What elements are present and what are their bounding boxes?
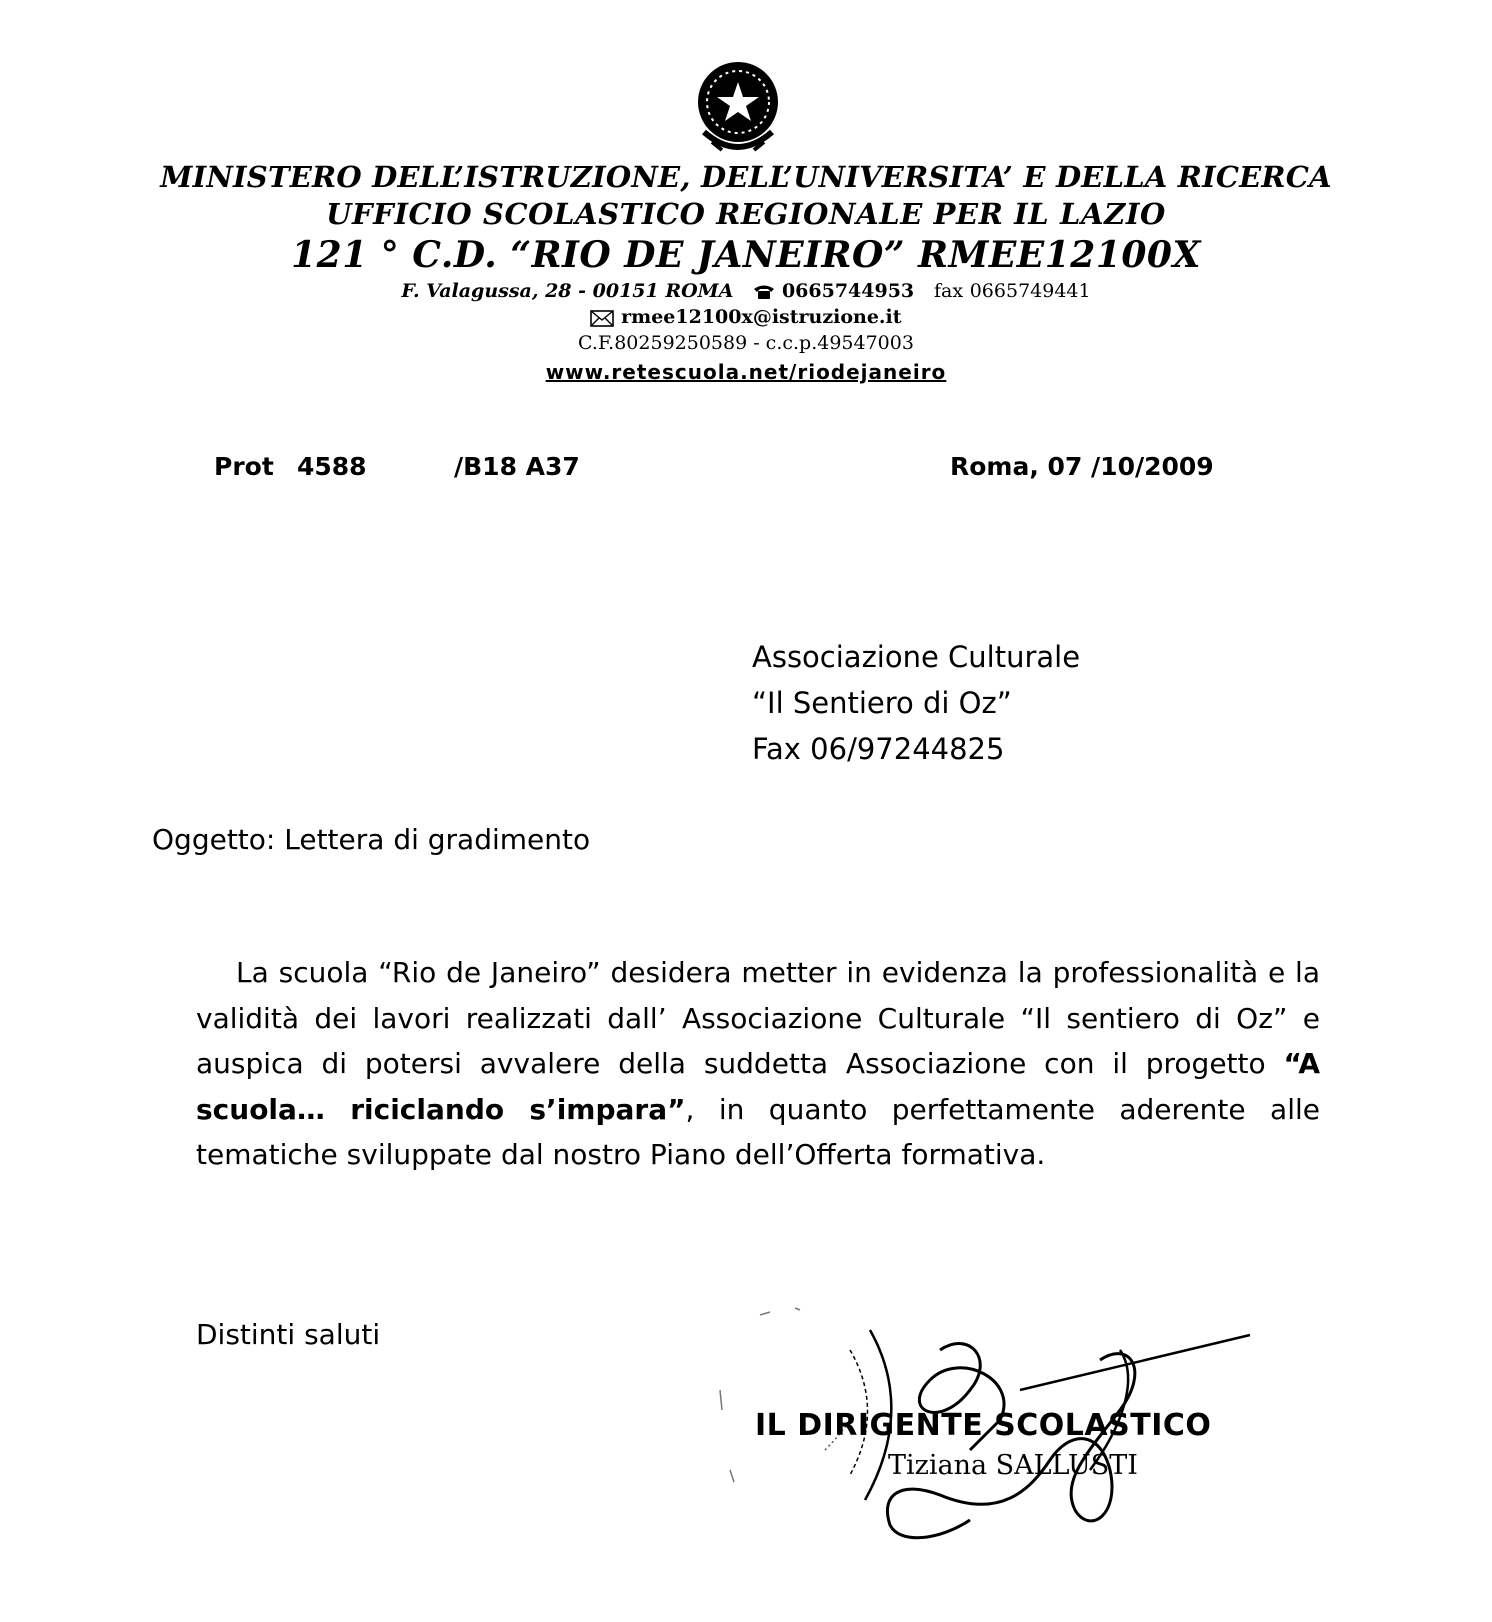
fax-number: 0665749441 — [969, 280, 1091, 302]
recipient-line: Associazione Culturale — [752, 640, 1081, 674]
address-line — [0, 280, 1492, 302]
italian-republic-emblem-icon — [690, 58, 786, 158]
ministry-title: MINISTERO DELL’ISTRUZIONE, DELL’UNIVERSITA’ E DELLA RICERCA — [160, 160, 1332, 194]
letter-body — [196, 950, 1320, 1178]
recipient-line: “Il Sentiero di Oz” — [752, 686, 1012, 720]
phone-number: 0665744953 — [781, 280, 915, 302]
signer-title: IL DIRIGENTE SCOLASTICO — [755, 1408, 1212, 1443]
street-address: F. Valagussa, 28 - 00151 ROMA — [401, 280, 734, 302]
letter-date: Roma, 07 /10/2009 — [950, 452, 1214, 481]
protocol-number: 4588 — [297, 452, 367, 481]
fax-label: fax — [934, 280, 964, 302]
regional-office-title: UFFICIO SCOLASTICO REGIONALE PER IL LAZIO — [326, 197, 1166, 231]
body-text-part: , in quanto perfettamente aderente alle tematiche sviluppate dal nostro Piano dell’Offerta formativa. — [196, 1092, 1320, 1171]
protocol-classification: /B18 A37 — [454, 452, 580, 481]
envelope-icon — [590, 310, 614, 327]
telephone-icon — [753, 284, 775, 300]
protocol-label: Prot — [214, 452, 274, 481]
handwritten-signature-icon — [820, 1320, 1290, 1550]
subject-line: Oggetto: Lettera di gradimento — [152, 823, 591, 856]
signer-name: Tiziana SALLUSTI — [888, 1450, 1138, 1481]
project-title: “A scuola… riciclando s’impara” — [196, 1047, 1320, 1126]
email-address[interactable]: rmee12100x@istruzione.it — [621, 306, 902, 328]
closing-salutation: Distinti saluti — [196, 1318, 381, 1351]
website-link[interactable]: www.retescuola.net/riodejaneiro — [545, 360, 947, 384]
school-title: 121 ° C.D. “RIO DE JANEIRO” RMEE12100X — [291, 234, 1201, 276]
fiscal-codes: C.F.80259250589 - c.c.p.49547003 — [578, 332, 914, 354]
body-text-part: La scuola “Rio de Janeiro” desidera metter in evidenza la professionalità e la validità dei lavori realizzati dall’ Associazione Culturale “Il sentiero di Oz” e auspica di potersi avvalere della suddetta Associazione con il progetto — [196, 956, 1320, 1080]
email-line — [0, 306, 1492, 328]
recipient-fax: Fax 06/97244825 — [752, 732, 1005, 766]
